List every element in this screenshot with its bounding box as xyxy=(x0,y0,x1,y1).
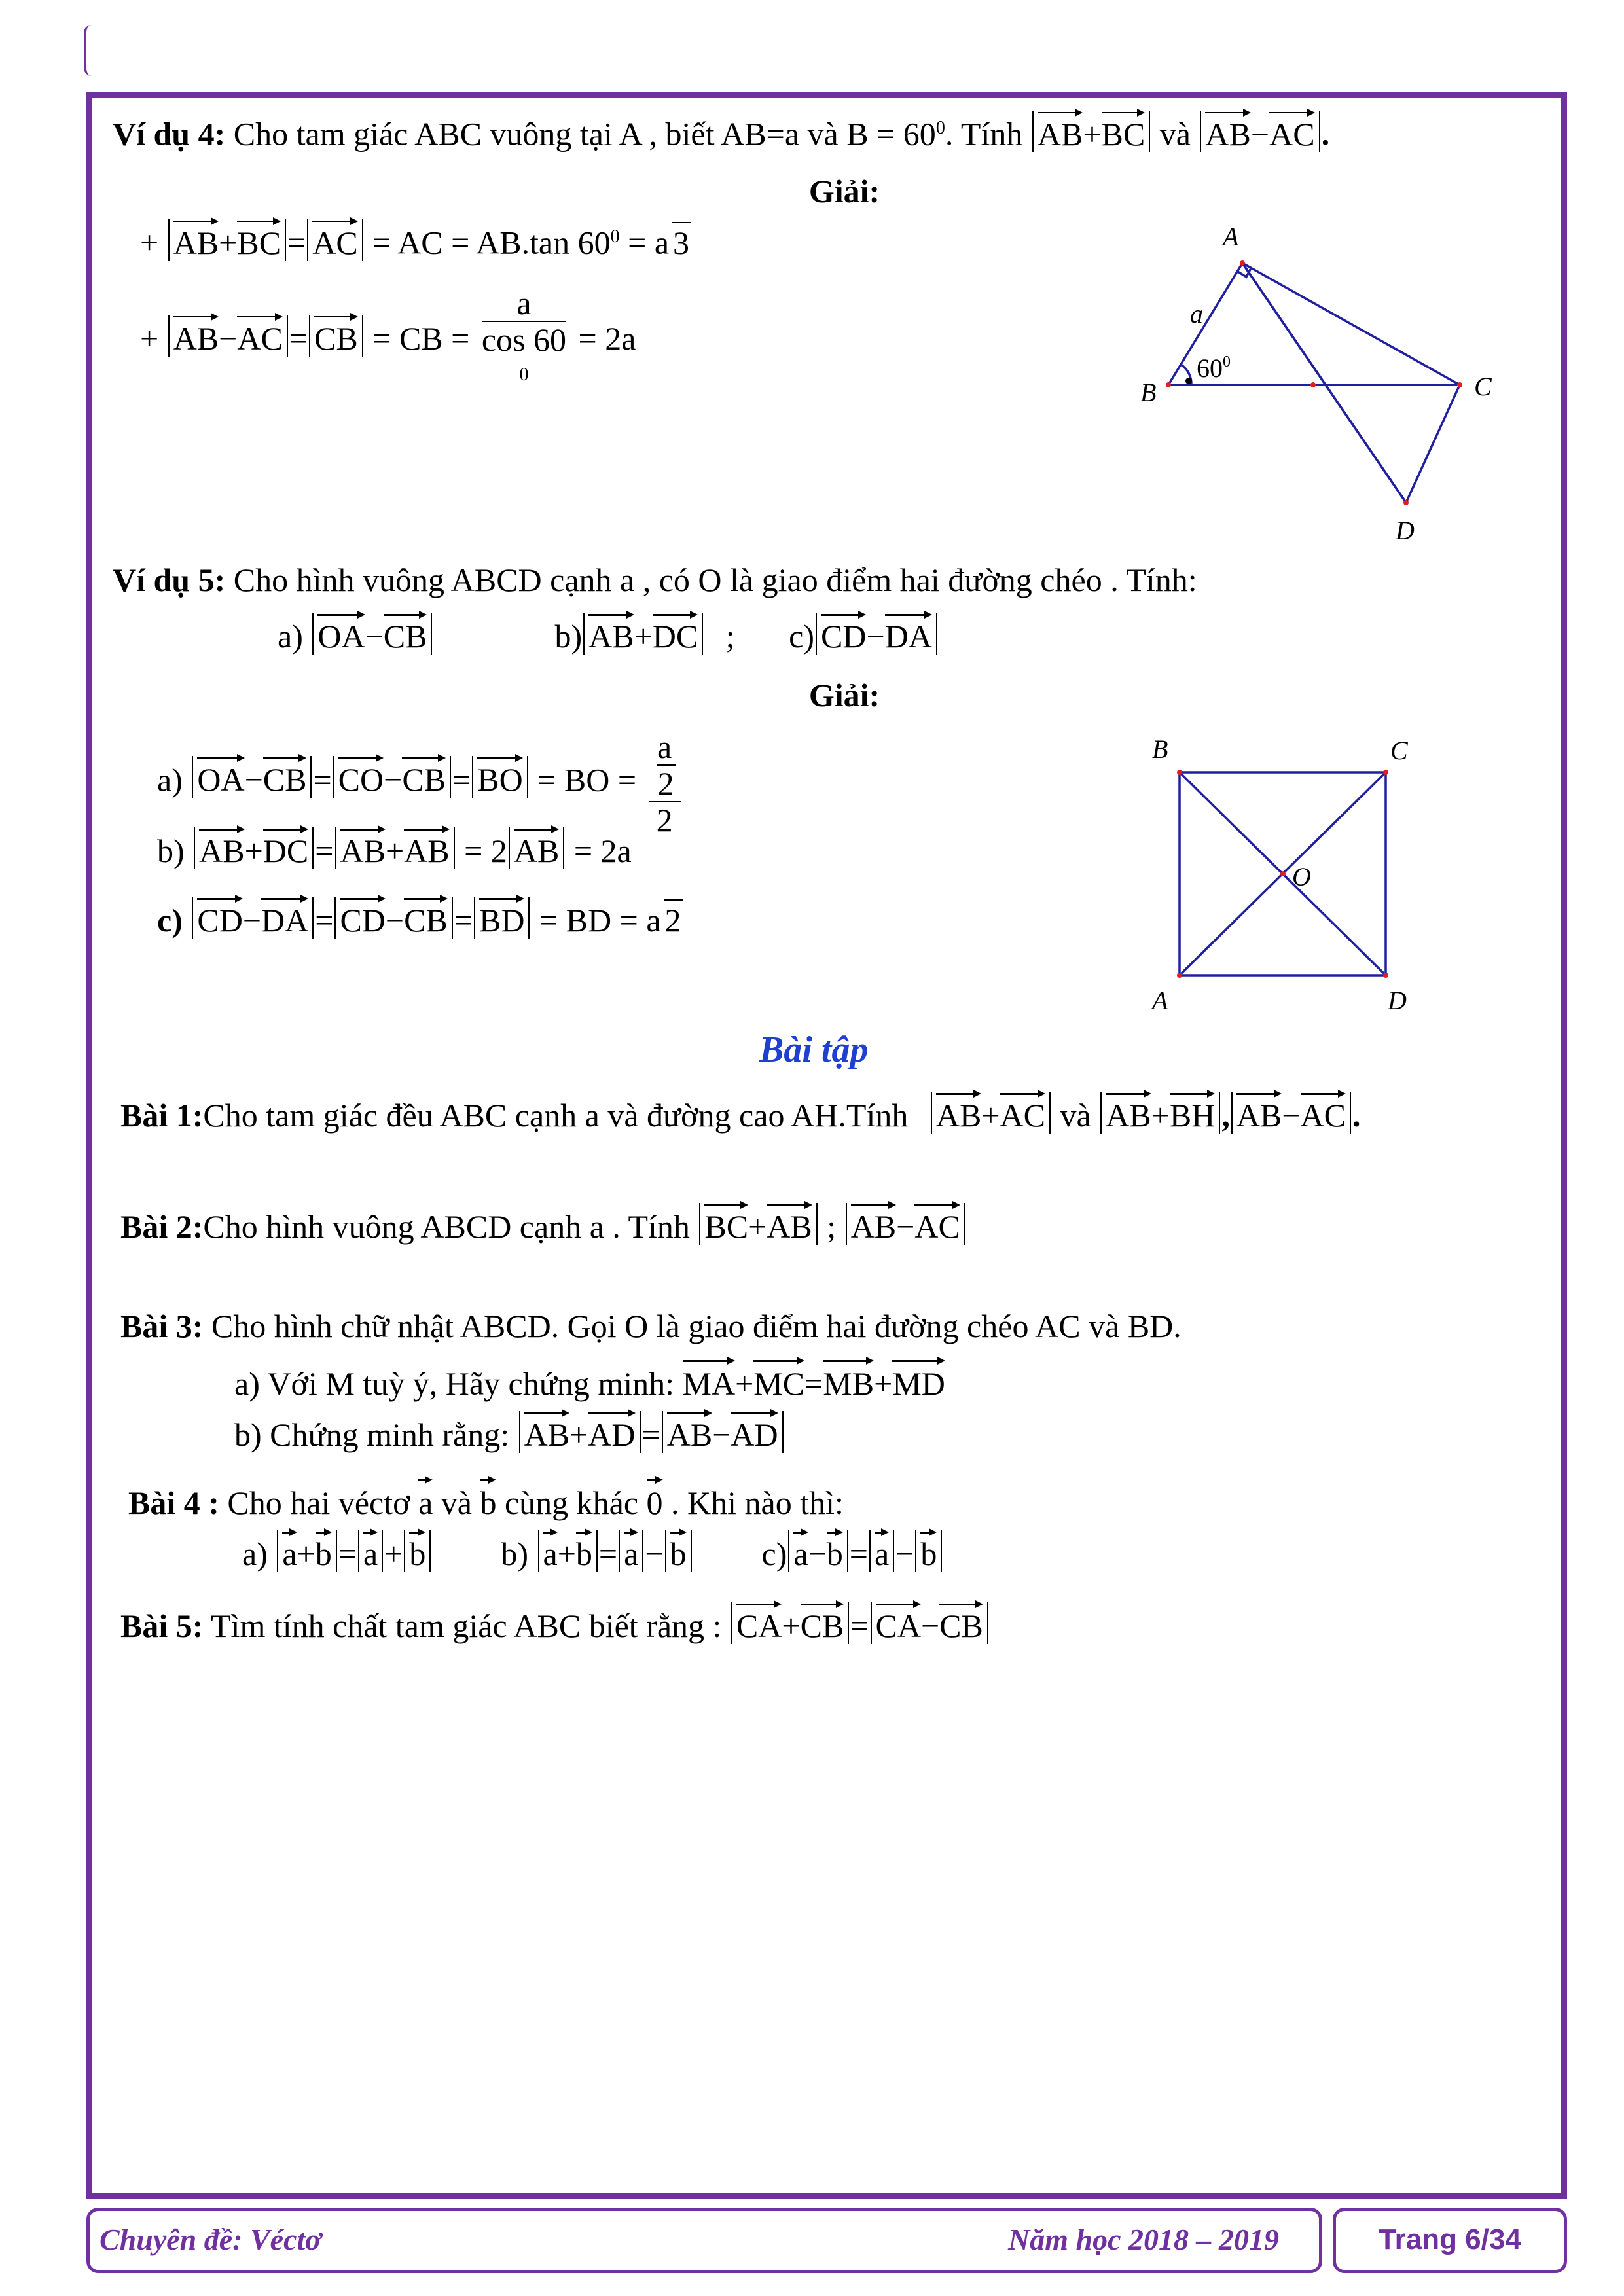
label-O: O xyxy=(1292,862,1311,891)
exercise-1: Bài 1:Cho tam giác đều ABC cạnh a và đường cao AH.Tính AB+AC và AB+BH , AB−AC . xyxy=(120,1092,1360,1135)
vd5-solution-a: a) OA−CB = CO−CB = BO = BO = a 2 2 xyxy=(157,729,685,838)
side-AC xyxy=(1242,263,1460,385)
label-C: C xyxy=(1474,372,1492,401)
label-a: a xyxy=(1190,299,1203,329)
point-C xyxy=(1457,382,1462,387)
point-D xyxy=(1383,973,1388,978)
exercise-4-parts: a) a+b = a + b b) a+b = a − b c) a−b = a − b xyxy=(242,1530,943,1573)
label-D: D xyxy=(1388,986,1407,1015)
point-D xyxy=(1403,500,1409,505)
point-A xyxy=(1177,973,1182,978)
vd5-solution-c: c) CD−DA = CD−CB = BD = BD = a 2 xyxy=(157,897,683,940)
vd4-figure xyxy=(1113,216,1532,556)
label-B: B xyxy=(1140,378,1157,407)
exercise-3a: a) Với M tuỳ ý, Hãy chứng minh: MA+MC=MB+MD xyxy=(234,1359,945,1403)
exercise-3: Bài 3: Cho hình chữ nhật ABCD. Gọi O là giao điểm hai đường chéo AC và BD. xyxy=(120,1308,1182,1344)
label-B: B xyxy=(1152,734,1168,764)
point-C xyxy=(1383,770,1388,775)
footer-page-number: Trang 6/34 xyxy=(1379,2223,1521,2255)
vd5-solution-b: b) AB+DC = AB+AB = 2 AB = 2a xyxy=(157,827,632,870)
vd4-giai: Giải: xyxy=(808,173,880,209)
vd5-giai: Giải: xyxy=(808,677,880,713)
exercises-heading: Bài tập xyxy=(759,1030,869,1070)
label-D: D xyxy=(1396,516,1415,545)
diagonal-AD xyxy=(1242,263,1406,503)
exercise-4: Bài 4 : Cho hai véctơ a và b cùng khác 0 . Khi nào thì: xyxy=(128,1478,844,1522)
exercise-2: Bài 2:Cho hình vuông ABCD cạnh a . Tính BC+AB ; AB−AC xyxy=(120,1203,967,1246)
angle-dot xyxy=(1185,378,1192,384)
label-angle: $60^0$ xyxy=(1197,353,1231,383)
footer-topic: Chuyên đề: Véctơ xyxy=(99,2223,321,2256)
header-mark xyxy=(84,25,93,76)
point-intersection xyxy=(1310,382,1316,387)
label-C: C xyxy=(1390,736,1408,765)
vd4-statement: Ví dụ 4: Cho tam giác ABC vuông tại A , biết AB=a và $B = 60^0$. Tính AB+BC và AB−AC . xyxy=(113,109,1329,154)
label-A: A xyxy=(1223,222,1239,251)
footer-year: Năm học 2018 – 2019 xyxy=(1008,2223,1279,2256)
vd5-parts: a) OA−CB b) AB+DC ; c) CD−DA xyxy=(278,613,939,656)
point-O xyxy=(1280,871,1286,876)
vd4-solution-1: + AB+BC = AC = AC = AB.tan $60^0 = a$ 3 xyxy=(140,217,691,262)
exercise-3b: b) Chứng minh rằng: AB+AD = AB−AD xyxy=(234,1411,785,1454)
label-A: A xyxy=(1152,986,1168,1015)
exercise-5: Bài 5: Tìm tính chất tam giác ABC biết rằng : CA+CB = CA−CB xyxy=(120,1602,990,1645)
point-B xyxy=(1166,382,1171,387)
vd4-solution-2: + AB−AC = CB = CB = a cos 60 $^0$ = 2a xyxy=(140,285,636,385)
point-A xyxy=(1240,260,1245,266)
vd5-statement: Ví dụ 5: Cho hình vuông ABCD cạnh a , có O là giao điểm hai đường chéo . Tính: xyxy=(113,562,1197,598)
vd5-figure xyxy=(1126,726,1466,1028)
point-B xyxy=(1177,770,1182,775)
